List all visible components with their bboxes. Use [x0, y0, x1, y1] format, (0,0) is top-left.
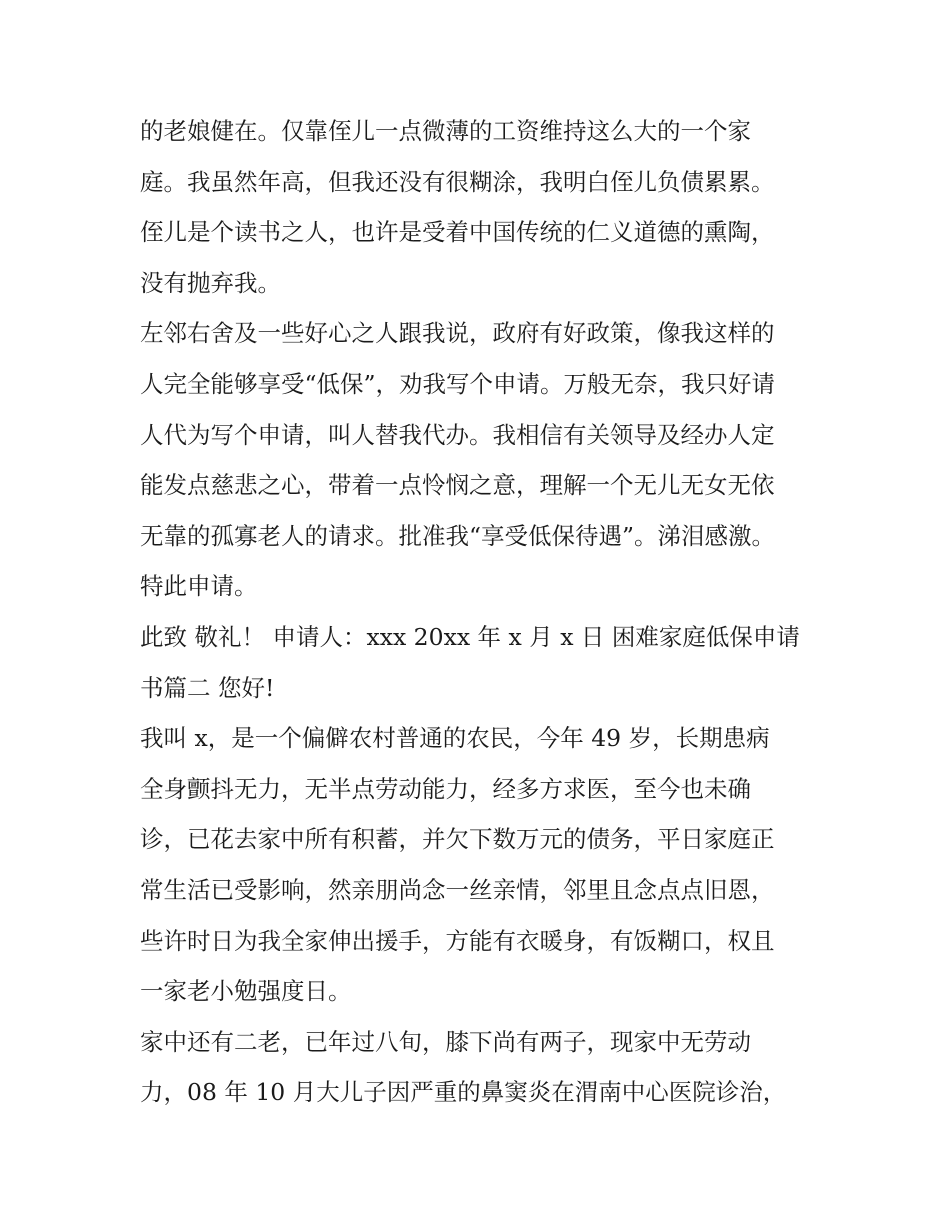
text-line: 全身颤抖无力，无半点劳动能力，经多方求医，至今也未确	[140, 774, 751, 803]
text-line: 左邻右舍及一些好心之人跟我说，政府有好政策，像我这样的	[140, 319, 775, 348]
text-line: 一家老小勉强度日。	[140, 977, 352, 1006]
paragraph-6	[140, 1017, 820, 1118]
paragraph-2	[140, 308, 820, 561]
text-line: 我叫 x，是一个偏僻农村普通的农民，今年 49 岁，长期患病	[140, 724, 770, 753]
paragraph-1	[140, 106, 820, 308]
text-line: 人代为写个申请，叫人替我代办。我相信有关领导及经办人定	[140, 420, 775, 449]
text-line: 力，08 年 10 月大儿子因严重的鼻窦炎在渭南中心医院诊治，	[140, 1078, 787, 1107]
text-line: 特此申请。	[140, 572, 258, 601]
text-line: 常生活已受影响，然亲朋尚念一丝亲情，邻里且念点点旧恩，	[140, 875, 775, 904]
text-line: 庭。我虽然年高，但我还没有很糊涂，我明白侄儿负债累累。	[140, 167, 775, 196]
text-line: 家中还有二老，已年过八旬，膝下尚有两子，现家中无劳动	[140, 1027, 751, 1056]
text-line: 能发点慈悲之心，带着一点怜悯之意，理解一个无儿无女无依	[140, 471, 775, 500]
text-line: 人完全能够享受“低保”，劝我写个申请。万般无奈，我只好请	[140, 369, 776, 398]
text-line: 没有抛弃我。	[140, 268, 281, 297]
document-body	[140, 106, 820, 1118]
paragraph-5	[140, 713, 820, 1017]
text-line: 侄儿是个读书之人，也许是受着中国传统的仁义道德的熏陶，	[140, 218, 775, 247]
text-line: 无靠的孤寡老人的请求。批准我“享受低保待遇”。涕泪感激。	[140, 521, 776, 550]
paragraph-4	[140, 612, 820, 713]
text-line: 书篇二 您好!	[140, 673, 275, 702]
text-line: 的老娘健在。仅靠侄儿一点微薄的工资维持这么大的一个家	[140, 117, 751, 145]
paragraph-3	[140, 561, 820, 612]
text-line: 些许时日为我全家伸出援手，方能有衣暖身，有饭糊口，权且	[140, 926, 775, 955]
text-line: 诊，已花去家中所有积蓄，并欠下数万元的债务，平日家庭正	[140, 825, 775, 854]
text-line: 此致 敬礼！ 申请人：xxx 20xx 年 x 月 x 日 困难家庭低保申请	[140, 622, 800, 651]
